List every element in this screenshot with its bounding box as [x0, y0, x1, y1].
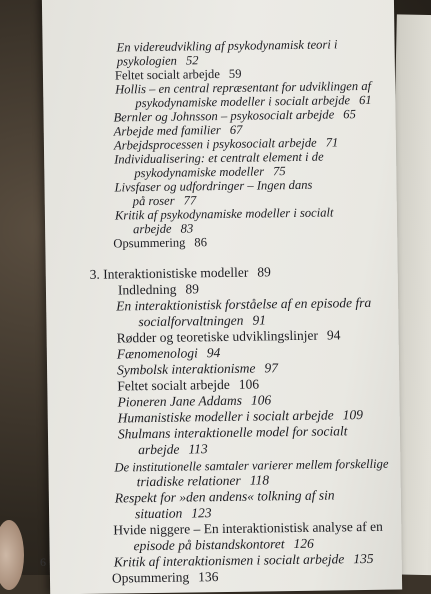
toc-page-number: 135: [353, 550, 374, 567]
toc-entry: Pioneren Jane Addams 106: [117, 392, 272, 410]
toc-page-number: 109: [342, 407, 364, 423]
toc-entry: socialforvaltningen 91: [138, 312, 266, 330]
toc-entry: psykodynamiske modeller 75: [134, 164, 286, 181]
toc-entry: episode på bistandskontoret 126: [133, 535, 314, 554]
toc-page-number: 65: [343, 107, 356, 122]
toc-entry: Humanistiske modeller i socialt arbejde 109: [117, 407, 364, 426]
toc-page-number: 67: [229, 122, 243, 137]
toc-page-number: 94: [206, 345, 221, 361]
toc-page-number: 59: [228, 66, 242, 81]
toc-page-number: 86: [194, 235, 208, 250]
toc-entry: psykologien 52: [116, 53, 199, 69]
toc-entry: Fænomenologi 94: [116, 345, 221, 362]
toc-page-number: 52: [185, 53, 199, 68]
toc-entry: situation 123: [134, 505, 212, 522]
toc-entry: psykodynamiske modeller i socialt arbejde 61: [135, 92, 372, 111]
toc-page-number: 113: [188, 441, 208, 457]
toc-entry: Bernler og Johnsson – psykosocialt arbejde 65: [113, 107, 356, 125]
toc-entry: Feltet socialt arbejde 59: [114, 66, 242, 83]
toc-entry: arbejde 113: [138, 441, 208, 458]
toc-entry: Shulmans interaktionelle model for socialt: [117, 423, 348, 442]
toc-page-number: 136: [198, 569, 219, 585]
toc-entry: En videreudvikling af psykodynamisk teori i: [116, 37, 338, 55]
table-of-contents: [42, 0, 402, 594]
toc-entry: Indledning 89: [117, 281, 200, 298]
toc-page-number: 71: [325, 135, 339, 150]
toc-page-number: 118: [249, 472, 270, 488]
toc-page-number: 106: [238, 376, 260, 392]
toc-entry: Opsummering 136: [111, 569, 219, 586]
toc-page-number: 94: [326, 327, 341, 343]
toc-page-number: 123: [191, 505, 212, 521]
toc-page-number: 83: [180, 221, 194, 236]
toc-entry: De institutionelle samtaler varierer mellem forskellige: [114, 456, 389, 475]
chapter-heading: 3. Interaktionistiske modeller 89: [89, 264, 271, 282]
toc-entry: Individualisering: et centralt element i de: [114, 149, 324, 167]
toc-entry: Rødder og teoretiske udviklingslinjer 94: [116, 327, 341, 346]
toc-entry: Hvide niggere – En interaktionistisk analyse af en: [113, 518, 383, 538]
toc-entry: på roser 77: [132, 193, 197, 209]
toc-entry: Kritik af interaktionismen i socialt arbejde 135: [113, 550, 374, 570]
toc-entry: triadiske relationer 118: [136, 472, 270, 490]
toc-entry: arbejde 83: [133, 221, 194, 237]
toc-page-number: 89: [257, 264, 271, 280]
toc-page-number: 97: [264, 360, 279, 376]
toc-entry: Livsfaser og udfordringer – Ingen dans: [114, 177, 313, 195]
toc-entry: Hollis – en central repræsentant for udviklingen af: [115, 78, 372, 97]
book-page: [42, 0, 402, 594]
toc-page-number: 106: [250, 392, 272, 408]
toc-entry: Arbejdsprocessen i psykosocialt arbejde 71: [113, 135, 339, 153]
toc-entry: Symbolsk interaktionisme 97: [116, 360, 279, 378]
toc-page-number: 126: [293, 535, 314, 552]
toc-entry: Opsummering 86: [113, 235, 208, 251]
toc-entry: Arbejde med familier 67: [113, 122, 243, 139]
toc-entry: Respekt for »den andens« tolkning af sin: [114, 487, 335, 506]
toc-entry: Kritik af psykodynamiske modeller i socialt: [114, 205, 334, 223]
toc-page-number: 77: [183, 193, 197, 208]
toc-entry: Feltet socialt arbejde 106: [117, 376, 260, 394]
toc-page-number: 61: [358, 92, 372, 108]
toc-page-number: 75: [272, 164, 286, 179]
toc-entry: En interaktionistisk forståelse af en episode fra: [116, 294, 372, 314]
toc-page-number: 89: [185, 281, 200, 297]
toc-page-number: 91: [252, 312, 266, 328]
footer-page-number: 6: [40, 555, 46, 569]
